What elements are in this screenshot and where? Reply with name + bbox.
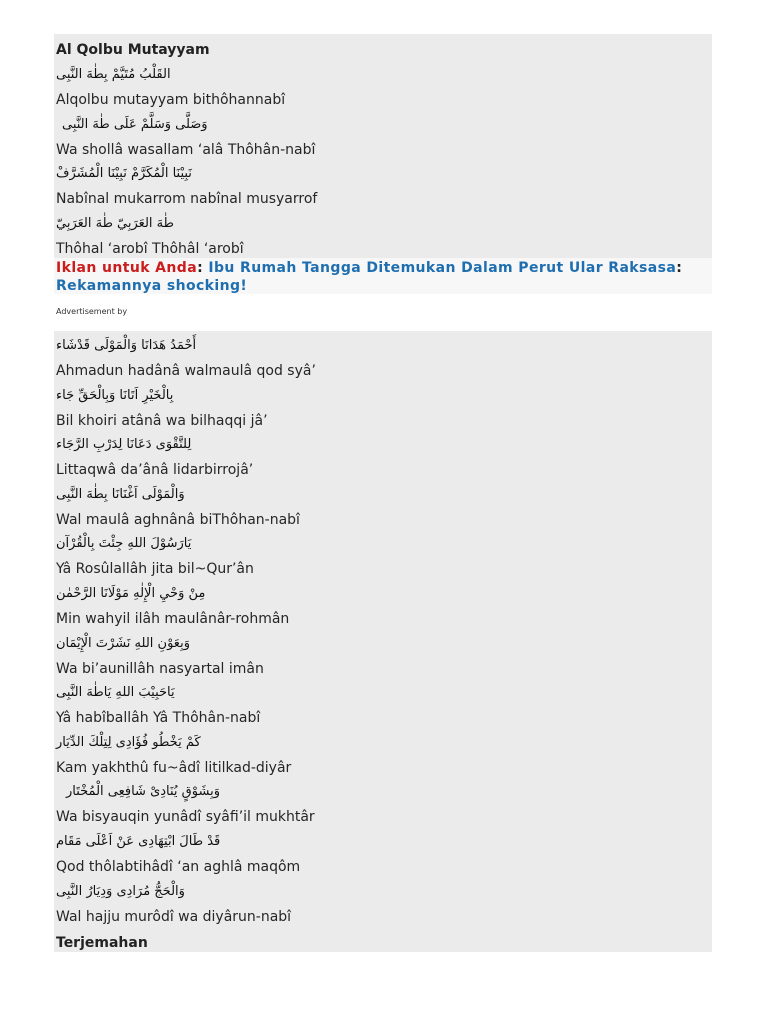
verse-latin: Yâ habîballâh Yâ Thôhân-nabî	[56, 710, 261, 726]
verse-arabic: وَالْحَجُّ مُرَادِى وَدِيَارُ النَّبِى	[56, 884, 185, 899]
verse-arabic: وَبِشَوْقٍ يُنَادِىْ شَافِعِى الْمُخْتَار	[66, 784, 220, 799]
advertisement-by-label: Advertisement by	[56, 307, 128, 316]
verse-latin: Wal maulâ aghnânâ biThôhan-nabî	[56, 512, 300, 528]
ad-headline[interactable]: Ibu Rumah Tangga Ditemukan Dalam Perut Ular Raksasa	[208, 260, 677, 276]
verse-latin: Ahmadun hadânâ walmaulâ qod syâ’	[56, 363, 316, 379]
verse-arabic: مِنْ وَحْيِ الْإِلٰهِ مَوْلَانَا الرَّحْمٰن	[56, 586, 206, 601]
verse-latin: Thôhal ‘arobî Thôhâl ‘arobî	[56, 241, 244, 257]
verse-arabic: قَدْ طَالَ ابْتِهَادِى عَنْ اَعْلَى مَقَام	[56, 834, 221, 849]
verse-arabic: القَلْبُ مُتَيَّمْ بِطٰهَ النَّبِى	[56, 67, 171, 82]
verse-latin: Bil khoiri atânâ wa bilhaqqi jâ’	[56, 413, 268, 429]
verse-arabic: أَحْمَدُ هَدَانَا وَالْمَوْلَى قَدْشَاء	[56, 338, 197, 353]
verse-arabic: نَبِيْنَا الْمُكَرَّمْ نَبِيْنَا الْمُشَرَّفْ	[56, 166, 192, 181]
section-heading-translation: Terjemahan	[56, 935, 148, 951]
verse-arabic: يَارَسُوْلَ اللهِ جِئْتَ بِالْقُرْآن	[56, 536, 192, 551]
verse-latin: Nabînal mukarrom nabînal musyarrof	[56, 191, 318, 207]
verse-arabic: يَاحَبِيْبَ اللهِ يَاطٰهَ النَّبِى	[56, 685, 175, 700]
verse-latin: Min wahyil ilâh maulânâr-rohmân	[56, 611, 290, 627]
ad-headline-continued[interactable]: Rekamannya shocking!	[56, 278, 248, 294]
verse-arabic: بِالْخَيْرِ اَتَانَا وَبِالْحَقِّ جَاء	[56, 388, 174, 403]
verse-latin: Yâ Rosûlallâh jita bil~Qur’ân	[56, 561, 254, 577]
ad-colon: :	[197, 260, 204, 276]
ad-label: Iklan untuk Anda	[56, 260, 198, 276]
verse-latin: Qod thôlabtihâdî ‘an aghlâ maqôm	[56, 859, 301, 875]
verse-latin: Wa bi’aunillâh nasyartal imân	[56, 661, 264, 677]
verse-arabic: طٰهَ العَرَبِيّ طٰهَ العَرَبِيّ	[56, 216, 174, 231]
verse-latin: Wa bisyauqin yunâdî syâfi’il mukhtâr	[56, 809, 315, 825]
verse-arabic: وَبِعَوْنِ اللهِ نَشَرْتَ الْإِيْمَان	[56, 636, 190, 651]
verse-arabic: وَالْمَوْلَى اَغْنَانَا بِطٰهَ النَّبِى	[56, 487, 185, 502]
ad-colon: :	[676, 260, 683, 276]
verse-arabic: كَمْ يَخْطُو فُؤَادِى لِتِلْكَ الدِّيَار	[56, 735, 201, 750]
verse-arabic: وَصَلَّى وَسَلَّمْ عَلَى طٰهَ النَّبِى	[62, 117, 208, 132]
verse-latin: Kam yakhthû fu~âdî litilkad-diyâr	[56, 760, 292, 776]
verse-latin: Wal hajju murôdî wa diyârun-nabî	[56, 909, 292, 925]
verse-arabic: لِلتَّقْوَى دَعَانَا لِدَرْبِ الرَّجَاء	[56, 437, 192, 452]
verse-latin: Wa shollâ wasallam ‘alâ Thôhân-nabî	[56, 142, 316, 158]
verse-latin: Alqolbu mutayyam bithôhannabî	[56, 92, 286, 108]
verse-latin: Littaqwâ da’ânâ lidarbirrojâ’	[56, 462, 254, 478]
page-title: Al Qolbu Mutayyam	[56, 42, 210, 58]
ad-line-1[interactable]	[56, 258, 682, 278]
